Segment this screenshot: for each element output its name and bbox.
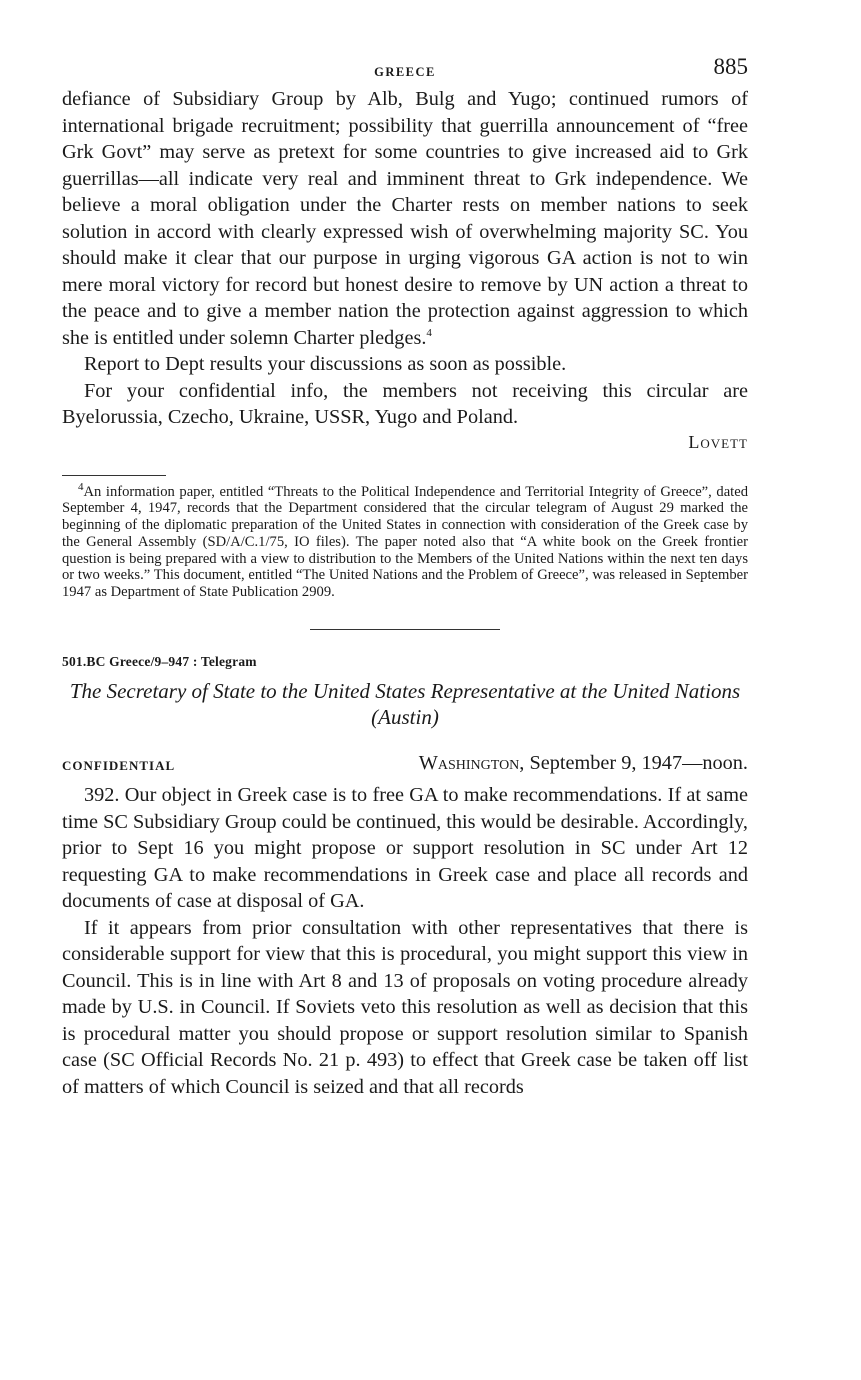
running-head [62, 52, 748, 86]
body-paragraph [62, 86, 748, 351]
dateline [62, 752, 748, 782]
body-paragraph: If it appears from prior consultation with other representatives that there is considerable support for view that this is procedural, you might support this view in Council. This is in line with Art 8 and 13 of proposals on voting procedure already made by U.S. in Council. If Soviets veto this resolution as well as decision that this is procedural matter you should propose or support resolution similar to Spanish case (SC Official Records No. 21 p. 493) to effect that Greek case be taken off list of matters of which Council is seized and that all records [62, 916, 748, 1098]
running-title: GREECE [374, 65, 436, 79]
file-number: 501.BC Greece/9–947 : Telegram [62, 654, 257, 670]
telegram-body [62, 782, 748, 1100]
place-date [419, 752, 748, 775]
signature: Lovett [688, 431, 748, 452]
document-heading: The Secretary of State to the United States Representative at the United Nations (Austin) [69, 679, 741, 730]
date: , September 9, 1947—noon. [519, 752, 748, 775]
section-divider [310, 629, 500, 630]
footnote-reference[interactable]: 4 [426, 326, 432, 339]
body-paragraph: For your confidential info, the members not receiving this circular are Byelorussia, Czecho, Ukraine, USSR, Yugo and Poland. [62, 379, 748, 428]
body-paragraph-text: defiance of Subsidiary Group by Alb, Bulg and Yugo; continued rumors of international brigade recruitment; possibility that guerrilla announcement of “free Grk Govt” may serve as pretext for some countries to give increased aid to Grk guerrillas—all indicate very real and imminent threat to Grk independence. We believe a moral obligation under the Charter rests on member nations to seek solution in accord with clearly expressed wish of overwhelming majority SC. You should make it clear that our purpose in urging vigorous GA action is not to win mere moral victory for record but honest desire to remove by UN action a threat to the peace and to give a member nation the protection against aggression to which she is entitled under solemn Charter pledges. [62, 88, 748, 349]
continued-telegram [62, 86, 748, 453]
body-paragraph: Report to Dept results your discussions as soon as possible. [84, 353, 567, 375]
footnote [62, 480, 748, 602]
place: Washington [418, 752, 520, 775]
body-paragraph: 392. Our object in Greek case is to free GA to make recommendations. If at same time SC Subsidiary Group could be continued, this would be desirable. Accordingly, prior to Sept 16 you might propose or support resolution in SC under Art 12 requesting GA to make recommendations in Greek case and place all records and documents of case at disposal of GA. [62, 784, 748, 913]
page [62, 52, 748, 1100]
footnote-text: An information paper, entitled “Threats to the Political Independence and Territorial Integrity of Greece”, dated September 4, 1947, records that the Department considered that the circular telegram of August 29 marked the beginning of the diplomatic preparation of the United States in connection with consideration of the Greek case by the General Assembly (SD/A/C.1/75, IO files). The paper noted also that “A white book on the Greek frontier question is being prepared with a view to distribution to the Members of the United Nations within the next ten days or two weeks.” This document, entitled “The United Nations and the Problem of Greece”, was released in September 1947 as Department of State Publication 2909. [62, 483, 748, 601]
footnote-rule [62, 475, 166, 476]
classification: CONFIDENTIAL [62, 758, 176, 774]
footnote-marker: 4 [78, 480, 84, 493]
page-number: 885 [713, 54, 748, 79]
